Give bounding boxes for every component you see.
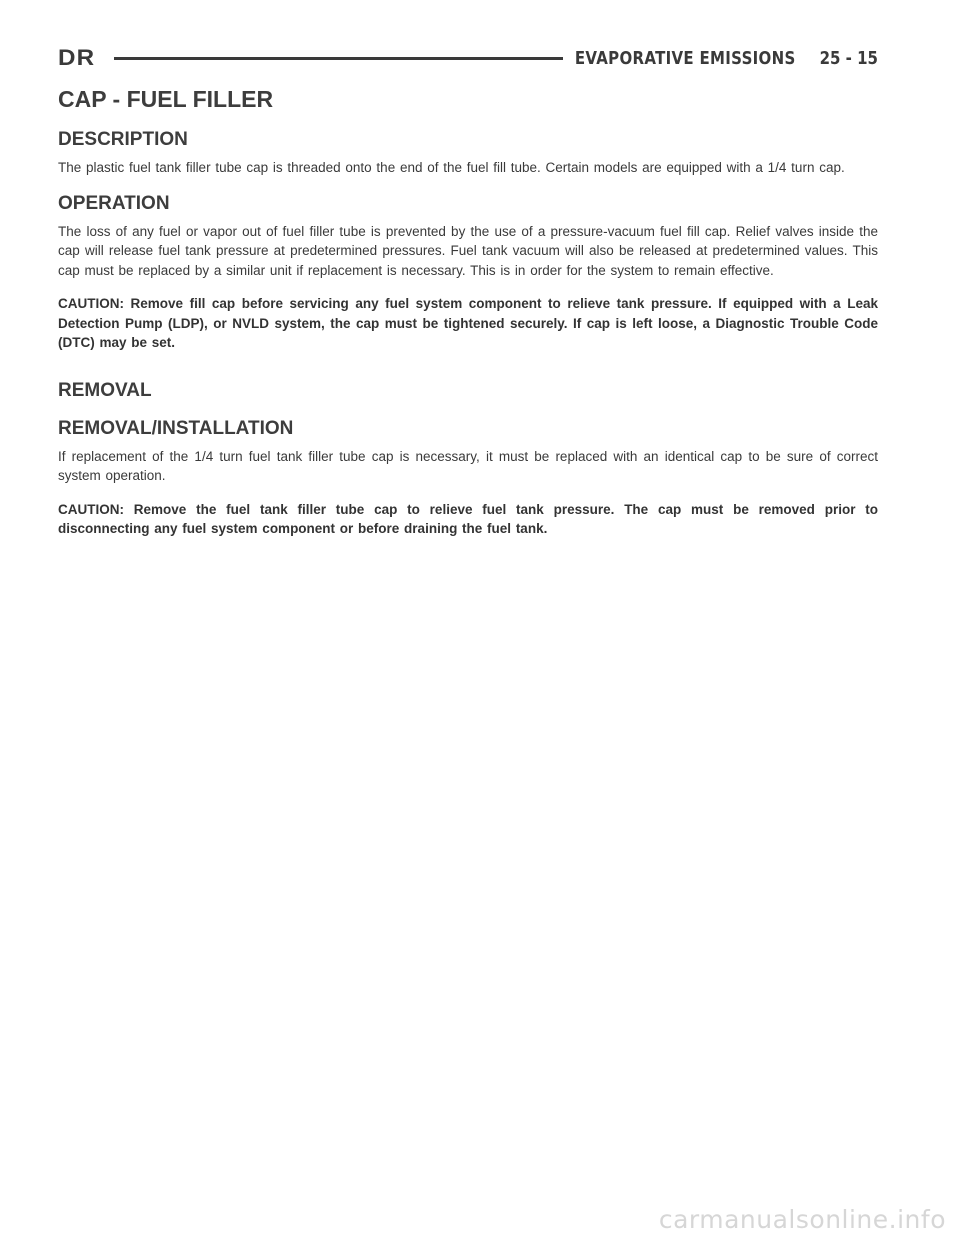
description-text: The plastic fuel tank filler tube cap is threaded onto the end of the fuel fill tube. Certain models are equipped with a 1/4 turn cap. [58,160,845,175]
removal-caution: CAUTION: Remove the fuel tank filler tube cap to relieve fuel tank pressure. The cap must be removed prior to disconnecting any fuel system component or before draining the fuel tank. [58,501,878,536]
operation-caution: CAUTION: Remove fill cap before servicing any fuel system component to relieve tank pressure. If equipped with a Leak Detection Pump (LDP), or NVLD system, the cap must be tightened securely. If cap is left loose, a Diagnostic Trouble Code (DTC) may be set. [58,296,878,350]
model-code: DR [58,45,96,70]
page-title: CAP - FUEL FILLER [58,86,274,112]
page-number: 25 - 15 [819,47,878,69]
header-rule [114,57,563,60]
watermark: carmanualsonline.info [658,1205,946,1234]
page-header [58,44,878,72]
removal-installation-heading: REMOVAL/INSTALLATION [58,417,294,439]
operation-heading: OPERATION [58,192,170,214]
operation-text: The loss of any fuel or vapor out of fuel filler tube is prevented by the use of a pressure-vacuum fuel fill cap. Relief valves inside the cap will release fuel tank pressure at predetermined pressures. Fuel tank vacuum will also be released at predetermined values. This cap must be replaced by a similar unit if replacement is necessary. This is in order for the system to remain effective. [58,223,878,278]
removal-text: If replacement of the 1/4 turn fuel tank filler tube cap is necessary, it must be replaced with an identical cap to be sure of correct system operation. [58,448,878,483]
removal-heading: REMOVAL [58,379,152,401]
page-content [58,84,878,559]
description-heading: DESCRIPTION [58,129,188,150]
section-title: EVAPORATIVE EMISSIONS [574,47,796,69]
